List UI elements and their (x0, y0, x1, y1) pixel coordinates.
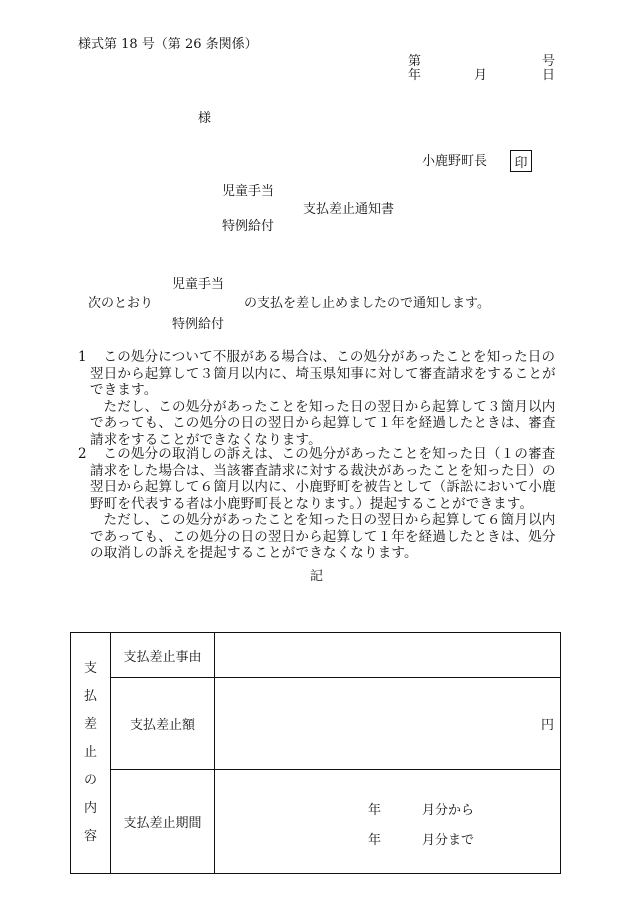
amount-label: 支払差止額 (111, 678, 215, 770)
table-row-amount (71, 678, 561, 770)
title-line-child-allowance: 児童手当 (222, 184, 275, 199)
title-line-special-benefit: 特例給付 (222, 219, 275, 234)
ki-marker: 記 (310, 569, 324, 584)
side-label: 支払差止の内容 (84, 661, 98, 844)
table-row-reason (71, 633, 561, 678)
form-number: 様式第 18 号（第 26 条関係） (78, 37, 258, 52)
document-number-suffix: 号 (542, 54, 556, 69)
table-row-period (71, 770, 561, 874)
note-2 (78, 446, 560, 562)
period-from-year: 年 (368, 802, 382, 818)
body-child-allowance: 児童手当 (172, 277, 225, 292)
addressee-honorific: 様 (198, 111, 212, 126)
body-main-sentence: の支払を差し止めましたので通知します。 (244, 296, 490, 311)
note-number: 1 (78, 349, 87, 365)
body-lead: 次のとおり (88, 296, 154, 311)
document-title: 支払差止通知書 (303, 202, 395, 217)
reason-value (215, 633, 561, 678)
amount-unit: 円 (540, 718, 554, 733)
date-day: 日 (542, 68, 556, 83)
period-label: 支払差止期間 (111, 770, 215, 874)
note-paragraph: ただし、この処分があったことを知った日の翌日から起算して３箇月以内であっても、この処分の日の翌日から起算して１年を経過したときは、審査請求をすることができなくなります。 (90, 398, 556, 448)
period-from-month: 月分から (422, 802, 475, 818)
note-number: 2 (78, 446, 87, 462)
date-month: 月 (474, 68, 488, 83)
period-to-month: 月分まで (422, 832, 475, 848)
document-number-prefix: 第 (408, 54, 422, 69)
amount-value (215, 678, 561, 770)
reason-label: 支払差止事由 (111, 633, 215, 678)
note-paragraph: この処分の取消しの訴えは、この処分があったことを知った日（１の審査請求をした場合は、当該審査請求に対する裁決があったことを知った日）の翌日から起算して６箇月以内に、小鹿野町を被告として（訴訟において小鹿野町を代表する者は小鹿野町長となります。）提起することができます。 (90, 446, 556, 512)
seal-box (510, 150, 532, 172)
date-year: 年 (408, 68, 422, 83)
side-label-cell (71, 633, 111, 874)
sender-name: 小鹿野町長 (422, 154, 488, 169)
body-special-benefit: 特例給付 (172, 317, 225, 332)
note-1 (78, 349, 560, 448)
suspension-detail-table (70, 632, 561, 874)
note-paragraph: この処分について不服がある場合は、この処分があったことを知った日の翌日から起算して３箇月以内に、埼玉県知事に対して審査請求をすることができます。 (90, 349, 556, 398)
seal-text: 印 (514, 155, 528, 171)
period-to-year: 年 (368, 832, 382, 848)
note-paragraph: ただし、この処分があったことを知った日の翌日から起算して６箇月以内であっても、この処分の日の翌日から起算して１年を経過したときは、処分の取消しの訴えを提起することができなくなります。 (90, 512, 556, 561)
period-value (215, 770, 561, 874)
